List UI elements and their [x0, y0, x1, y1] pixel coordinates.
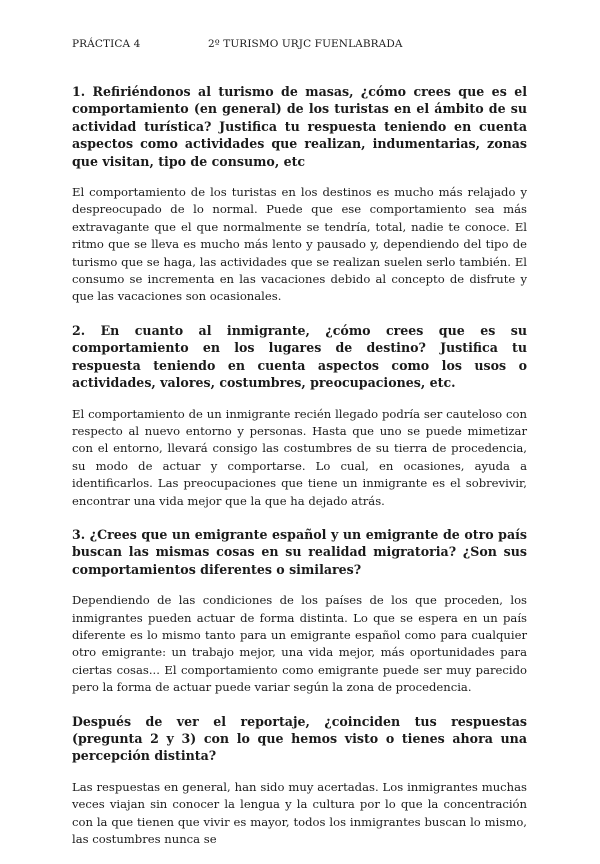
answer-2: El comportamiento de un inmigrante recién llegado podría ser cauteloso con respecto al nuevo entorno y personas. Hasta que uno se puede mimetizar con el entorno, llevará consigo las costumbres de su tierra de procedencia, su modo de actuar y comportarse. Lo cual, en ocasiones, ayuda a identificarlos. Las preocupaciones que tiene un inmigrante es el sobrevivir, encontrar una vida mejor que la que ha dejado atrás. — [72, 406, 527, 508]
answer-1: El comportamiento de los turistas en los destinos es mucho más relajado y despreocupado de lo normal. Puede que ese comportamiento sea más extravagante que el que normalmente se tendría, total, nadie te conoce. El ritmo que se lleva es mucho más lento y pausado y, dependiendo del tipo de turismo que se haga, las actividades que se realizan suelen serlo también. El consumo se incrementa en las vacaciones debido al concepto de disfrute y que las vacaciones son ocasionales. — [72, 185, 527, 304]
question-4: Después de ver el reportaje, ¿coinciden tus respuestas (pregunta 2 y 3) con lo que hemos visto o tienes ahora una percepción distinta? — [72, 713, 527, 764]
question-1: 1. Refiriéndonos al turismo de masas, ¿cómo crees que es el comportamiento (en general) de los turistas en el ámbito de su actividad turística? Justifica tu respuesta teniendo en cuenta aspectos como actividades que realizan, indumentarias, zonas que visitan, tipo de consumo, etc — [72, 84, 527, 169]
answer-3: Dependiendo de las condiciones de los países de los que proceden, los inmigrantes pueden actuar de forma distinta. Lo que se espera en un país diferente es lo mismo tanto para un emigrante español como para cualquier otro emigrante: un trabajo mejor, una vida mejor, más oportunidades para ciertas cosas... El comportamiento como emigrante puede ser muy parecido pero la forma de actuar puede variar según la zona de procedencia. — [72, 593, 527, 695]
page-header — [72, 38, 528, 50]
question-3: 3. ¿Crees que un emigrante español y un emigrante de otro país buscan las mismas cosas en su realidad migratoria? ¿Son sus comportamientos diferentes o similares? — [72, 526, 527, 577]
header-practice-label: PRÁCTICA 4 — [72, 38, 141, 50]
document-body — [72, 83, 527, 864]
answer-4: Las respuestas en general, han sido muy acertadas. Los inmigrantes muchas veces viajan sin conocer la lengua y la cultura por lo que la concentración con la que tienen que vivir es mayor, todos los inmigrantes buscan lo mismo, las costumbres nunca se — [72, 779, 527, 847]
header-course-label: 2º TURISMO URJC FUENLABRADA — [208, 38, 403, 50]
question-2: 2. En cuanto al inmigrante, ¿cómo crees que es su comportamiento en los lugares de destino? Justifica tu respuesta teniendo en cuenta aspectos como los usos o actividades, valores, costumbres, preocupaciones, etc. — [72, 322, 527, 391]
